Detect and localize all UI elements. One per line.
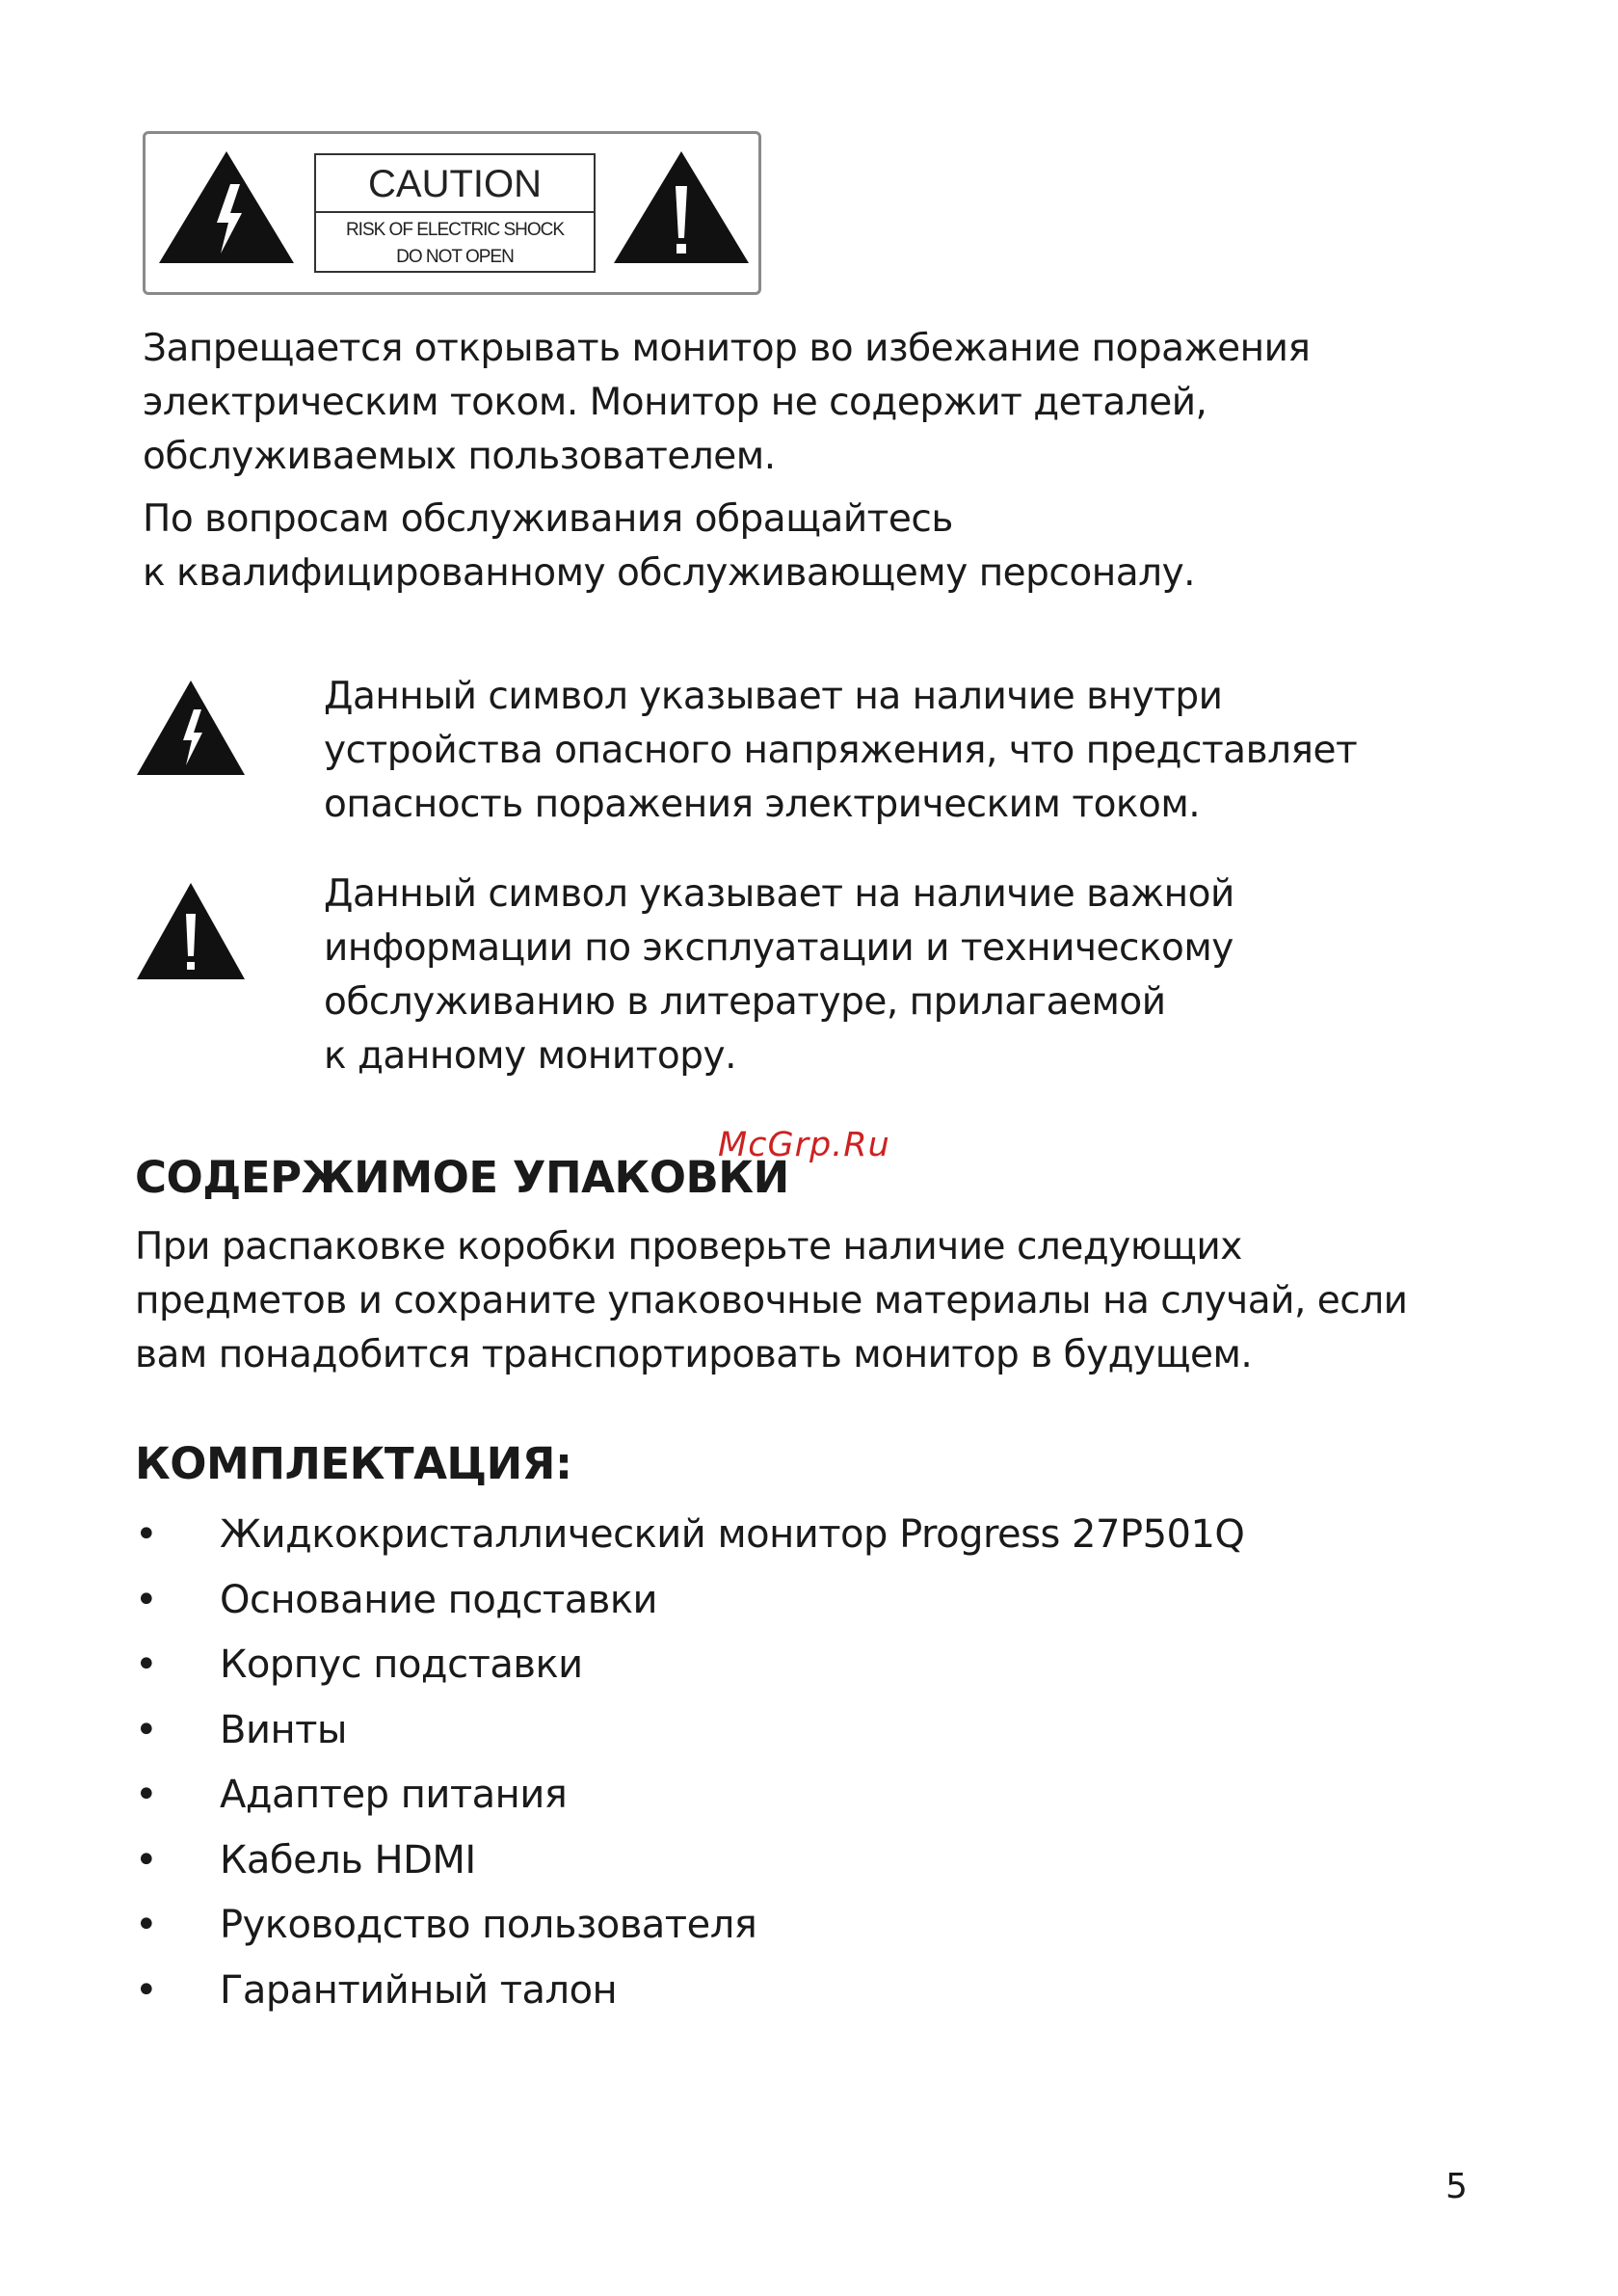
- list-item: [135, 1833, 1484, 1899]
- list-item-text: Кабель HDMI: [220, 1837, 476, 1882]
- text-line: При распаковке коробки проверьте наличие следующих: [135, 1225, 1242, 1268]
- list-item: [135, 1638, 1484, 1703]
- bullet: •: [135, 1903, 158, 1947]
- caution-line-do-not-open: DO NOT OPEN: [396, 247, 514, 267]
- text-line: Данный символ указывает на наличие важной: [324, 872, 1234, 916]
- list-item: [135, 1963, 1484, 2029]
- electric-shock-warning-icon: [153, 146, 300, 269]
- text-line: обслуживаемых пользователем.: [143, 435, 776, 478]
- list-item-text: Гарантийный талон: [220, 1967, 618, 2013]
- kit-heading: КОМПЛЕКТАЦИЯ:: [135, 1438, 572, 1489]
- text-line: электрическим током. Монитор не содержит деталей,: [143, 381, 1207, 424]
- list-item: [135, 1573, 1484, 1639]
- electric-shock-warning-icon: [133, 677, 249, 779]
- list-item-text: Винты: [220, 1707, 347, 1752]
- list-item-text: Жидкокристаллический монитор Progress 27P501Q: [220, 1512, 1245, 1557]
- caution-line-risk: RISK OF ELECTRIC SHOCK: [345, 220, 565, 240]
- text-line: Запрещается открывать монитор во избежание поражения: [143, 327, 1311, 370]
- text-line: По вопросам обслуживания обращайтесь: [143, 497, 953, 541]
- text-line: предметов и сохраните упаковочные материалы на случай, если: [135, 1279, 1408, 1322]
- text-line: опасность поражения электрическим током.: [324, 783, 1201, 826]
- service-paragraph: [143, 493, 1195, 601]
- bullet: •: [135, 1707, 158, 1752]
- page-number: 5: [1446, 2167, 1468, 2206]
- text-line: обслуживанию в литературе, прилагаемой: [324, 980, 1166, 1024]
- list-item: [135, 1898, 1484, 1963]
- caution-title: CAUTION: [316, 155, 594, 213]
- text-line: устройства опасного напряжения, что представляет: [324, 729, 1358, 772]
- symbol-description-voltage: [324, 670, 1357, 832]
- bullet: •: [135, 1837, 158, 1882]
- text-line: к квалифицированному обслуживающему персоналу.: [143, 551, 1196, 595]
- text-line: Данный символ указывает на наличие внутри: [324, 675, 1223, 718]
- bullet: •: [135, 1642, 158, 1687]
- intro-warning-paragraph: [143, 322, 1310, 484]
- bullet: •: [135, 1967, 158, 2013]
- exclamation-warning-icon: [133, 879, 249, 983]
- list-item-text: Адаптер питания: [220, 1773, 568, 1817]
- list-item: [135, 1703, 1484, 1769]
- kit-list: [135, 1508, 1484, 2028]
- text-line: вам понадобится транспортировать монитор в будущем.: [135, 1333, 1253, 1376]
- watermark: McGrp.Ru: [718, 1126, 890, 1164]
- bullet: •: [135, 1773, 158, 1817]
- list-item: [135, 1768, 1484, 1833]
- caution-text-box: [314, 153, 596, 273]
- list-item-text: Руководство пользователя: [220, 1903, 757, 1947]
- list-item-text: Основание подставки: [220, 1577, 657, 1622]
- text-line: информации по эксплуатации и техническому: [324, 926, 1233, 970]
- exclamation-warning-icon: [608, 146, 755, 269]
- bullet: •: [135, 1577, 158, 1622]
- package-contents-paragraph: [135, 1220, 1407, 1382]
- caution-label: [143, 131, 761, 295]
- bullet: •: [135, 1512, 158, 1557]
- list-item-text: Корпус подставки: [220, 1642, 583, 1687]
- symbol-description-info: [324, 868, 1234, 1083]
- text-line: к данному монитору.: [324, 1034, 737, 1078]
- list-item: [135, 1508, 1484, 1573]
- package-contents-heading: СОДЕРЖИМОЕ УПАКОВКИ: [135, 1152, 789, 1203]
